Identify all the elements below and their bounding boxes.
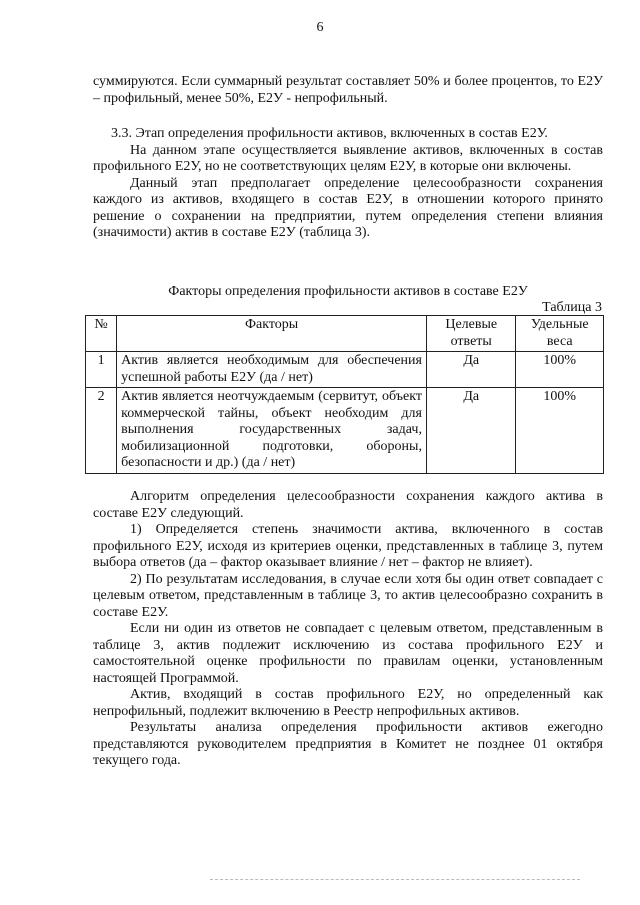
scan-edge-line xyxy=(210,879,580,880)
algorithm-paragraph-3: Если ни один из ответов не совпадает с целевым ответом, представленным в таблице 3, актив подлежит исключению из состава профильного Е2У и самостоятельной оценке профильности по правилам оценки, установленным настоящей Программой. xyxy=(93,621,603,686)
page-number: 6 xyxy=(316,20,324,35)
table-header-row xyxy=(86,316,604,352)
table-row xyxy=(86,352,604,388)
section-paragraph-1: На данном этапе осуществляется выявление активов, включенных в состав профильного Е2У, но не соответствующих целям Е2У, в которые они включены. xyxy=(93,142,603,174)
table-row xyxy=(86,388,604,474)
section-heading: 3.3. Этап определения профильности активов, включенных в состав Е2У. xyxy=(111,126,548,141)
table-caption: Факторы определения профильности активов в составе Е2У xyxy=(168,284,528,299)
algorithm-paragraph-5: Результаты анализа определения профильности активов ежегодно представляются руководителем предприятия в Комитет не позднее 01 октября текущего года. xyxy=(93,720,603,768)
row-factor: Актив является необходимым для обеспечения успешной работы Е2У (да / нет) xyxy=(117,352,427,388)
algorithm-step-1: 1) Определяется степень значимости актива, включенного в состав профильного Е2У, исходя из критериев оценки, представленных в таблице 3, путем выбора ответов (да – фактор оказывает влияние / нет – фактор не влияет). xyxy=(93,522,603,570)
algorithm-block xyxy=(93,489,603,770)
table-label: Таблица 3 xyxy=(542,300,602,315)
section-paragraph-2: Данный этап предполагает определение целесообразности сохранения каждого из активов, входящего в состав Е2У, в отношении которого принято решение о сохранении на предприятии, путем определения степени влияния (значимости) актив в составе Е2У (таблица 3). xyxy=(93,175,603,240)
header-num: № xyxy=(86,316,117,352)
algorithm-step-2: 2) По результатам исследования, в случае если хотя бы один ответ совпадает с целевым ответом, представленным в таблице 3, то актив целесообразно сохранить в составе Е2У. xyxy=(93,571,603,620)
row-weight: 100% xyxy=(516,352,604,388)
row-num: 1 xyxy=(86,352,117,388)
header-target-answers: Целевые ответы xyxy=(426,316,516,352)
algorithm-paragraph-4: Актив, входящий в состав профильного Е2У, но определенный как непрофильный, подлежит включению в Реестр непрофильных активов. xyxy=(93,687,603,719)
row-weight: 100% xyxy=(516,388,604,474)
intro-paragraph: суммируются. Если суммарный результат составляет 50% и более процентов, то Е2У – профильный, менее 50%, Е2У - непрофильный. xyxy=(93,74,603,106)
intro-block xyxy=(93,74,603,107)
row-answer: Да xyxy=(426,352,516,388)
factors-table xyxy=(85,315,604,474)
row-answer: Да xyxy=(426,388,516,474)
algorithm-title: Алгоритм определения целесообразности сохранения каждого актива в составе Е2У следующий. xyxy=(93,489,603,521)
header-factors: Факторы xyxy=(117,316,427,352)
row-factor: Актив является неотчуждаемым (сервитут, объект коммерческой тайны, объект необходим для выполнения государственных задач, мобилизационной подготовки, обороны, безопасности и др.) (да / нет) xyxy=(117,388,427,474)
row-num: 2 xyxy=(86,388,117,474)
header-weights: Удельные веса xyxy=(516,316,604,352)
section-block xyxy=(93,126,603,242)
